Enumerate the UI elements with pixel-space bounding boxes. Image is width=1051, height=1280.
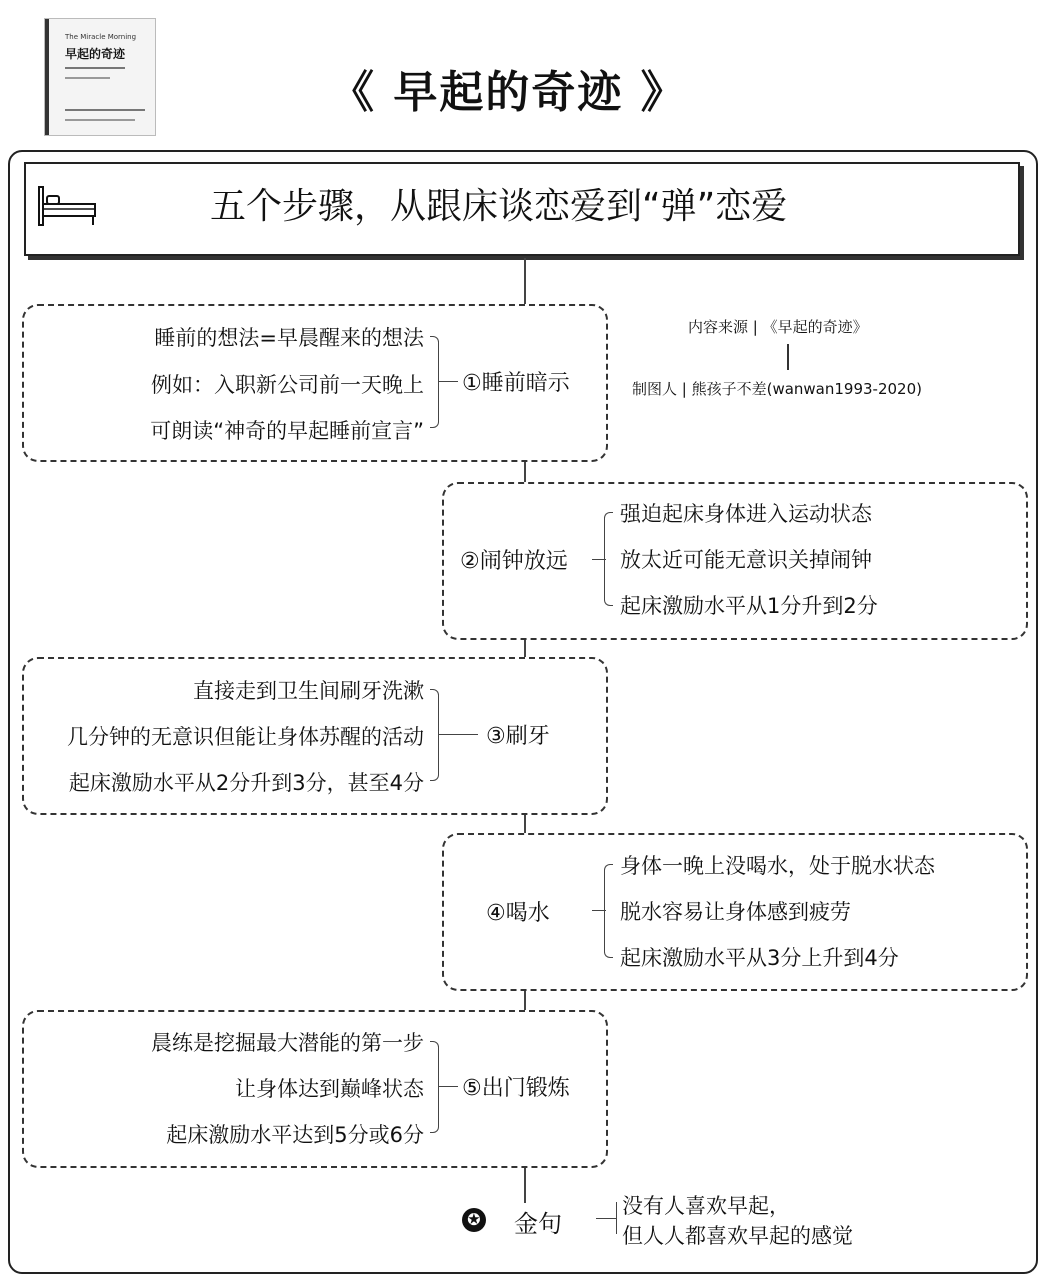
step-4-item-3: 起床激励水平从3分上升到4分: [620, 946, 899, 970]
step-2-item-1: 强迫起床身体进入运动状态: [620, 502, 872, 526]
golden-quote-line-1: 没有人喜欢早起，: [622, 1194, 790, 1218]
golden-label: 金句: [514, 1204, 562, 1239]
step-1-brace: [430, 336, 439, 428]
step-3-item-1: 直接走到卫生间刷牙洗漱: [193, 679, 424, 703]
step-5-brace: [430, 1041, 439, 1133]
step-1-item-3: 可朗读“神奇的早起睡前宣言”: [150, 419, 424, 443]
step-5-item-3: 起床激励水平达到5分或6分: [166, 1123, 424, 1147]
step-2-item-3: 起床激励水平从1分升到2分: [620, 594, 878, 618]
main-title: 《 早起的奇迹 》: [330, 67, 687, 118]
step-2-brace: [604, 512, 613, 606]
step-5-item-2: 让身体达到巅峰状态: [235, 1077, 424, 1101]
step-1-label: ①睡前暗示: [460, 366, 572, 397]
step-3-label: ③刷牙: [484, 719, 552, 750]
step-3-brace: [430, 689, 439, 781]
step-4-brace: [604, 864, 613, 958]
step-2-item-2: 放太近可能无意识关掉闹钟: [620, 548, 872, 572]
step-2-label: ②闹钟放远: [458, 544, 570, 575]
step-5-item-1: 晨练是挖掘最大潜能的第一步: [151, 1031, 424, 1055]
step-4-label: ④喝水: [484, 896, 552, 927]
source-content: 内容来源 | 《早起的奇迹》: [688, 318, 868, 336]
book-title-cn: 早起的奇迹: [65, 47, 126, 61]
step-4-item-1: 身体一晚上没喝水，处于脱水状态: [620, 854, 935, 878]
bed-icon: [36, 184, 100, 228]
step-5-label: ⑤出门锻炼: [460, 1071, 572, 1102]
golden-quote-line-2: 但人人都喜欢早起的感觉: [622, 1224, 853, 1248]
source-maker: 制图人 | 熊孩子不差(wanwan1993-2020): [632, 380, 922, 398]
header-title: 五个步骤，从跟床谈恋爱到“弹”恋爱: [210, 186, 788, 227]
step-3-item-2: 几分钟的无意识但能让身体苏醒的活动: [67, 725, 424, 749]
book-cover: [44, 18, 156, 136]
star-icon: ✪: [462, 1208, 486, 1232]
step-3-item-3: 起床激励水平从2分升到3分，甚至4分: [68, 771, 424, 795]
book-title-en: The Miracle Morning: [65, 33, 137, 41]
step-1-item-2: 例如：入职新公司前一天晚上: [151, 373, 424, 397]
source-connector: [787, 344, 789, 370]
step-1-item-1: 睡前的想法=早晨醒来的想法: [154, 326, 424, 350]
step-4-item-2: 脱水容易让身体感到疲劳: [620, 900, 851, 924]
